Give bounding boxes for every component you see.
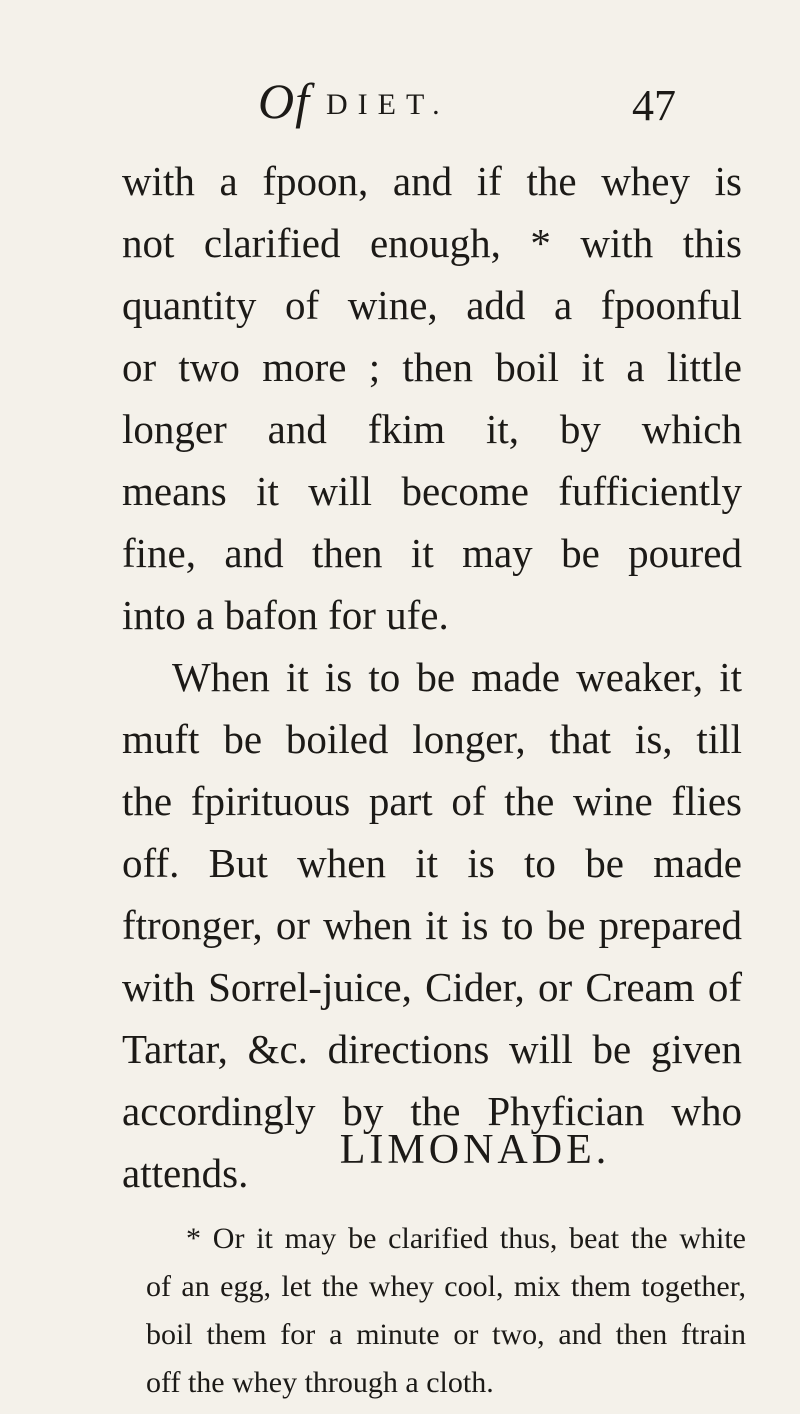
text-line: fine, and then it may be poured xyxy=(122,530,742,576)
footnote-line: boil them for a minute or two, and then ftrain xyxy=(146,1318,746,1351)
text-line: with Sorrel-juice, Cider, or Cream of xyxy=(122,964,742,1010)
text-line: off. But when it is to be made xyxy=(122,840,742,886)
text-line: or two more ; then boil it a little xyxy=(122,344,742,390)
text-line: Tartar, &c. directions will be given xyxy=(122,1026,742,1072)
text-line: the fpirituous part of the wine flies xyxy=(122,778,742,824)
running-header xyxy=(258,72,718,142)
text-line: with a fpoon, and if the whey is xyxy=(122,158,742,204)
text-line: muft be boiled longer, that is, till xyxy=(122,716,742,762)
text-line: quantity of wine, add a fpoonful xyxy=(122,282,742,328)
text-line: accordingly by the Phyfician who xyxy=(122,1088,742,1134)
body-text xyxy=(122,150,742,1204)
footnote-line: * Or it may be clarified thus, beat the white xyxy=(186,1222,746,1255)
text-line: attends. xyxy=(122,1150,249,1196)
text-line: When it is to be made weaker, it xyxy=(172,654,742,700)
header-of: Of xyxy=(258,73,310,129)
text-line: ftronger, or when it is to be prepared xyxy=(122,902,742,948)
header-title: DIET. xyxy=(326,88,450,121)
page-number: 47 xyxy=(632,81,676,130)
footnote-line: of an egg, let the whey cool, mix them together, xyxy=(146,1270,746,1303)
text-line: into a bafon for ufe. xyxy=(122,592,449,638)
text-line: not clarified enough, * with this xyxy=(122,220,742,266)
text-line: longer and fkim it, by which xyxy=(122,406,742,452)
footnote xyxy=(146,1215,746,1407)
footnote-line: off the whey through a cloth. xyxy=(146,1366,494,1399)
section-heading: LIMONADE. xyxy=(339,1127,611,1173)
text-line: means it will become fufficiently xyxy=(122,468,742,514)
